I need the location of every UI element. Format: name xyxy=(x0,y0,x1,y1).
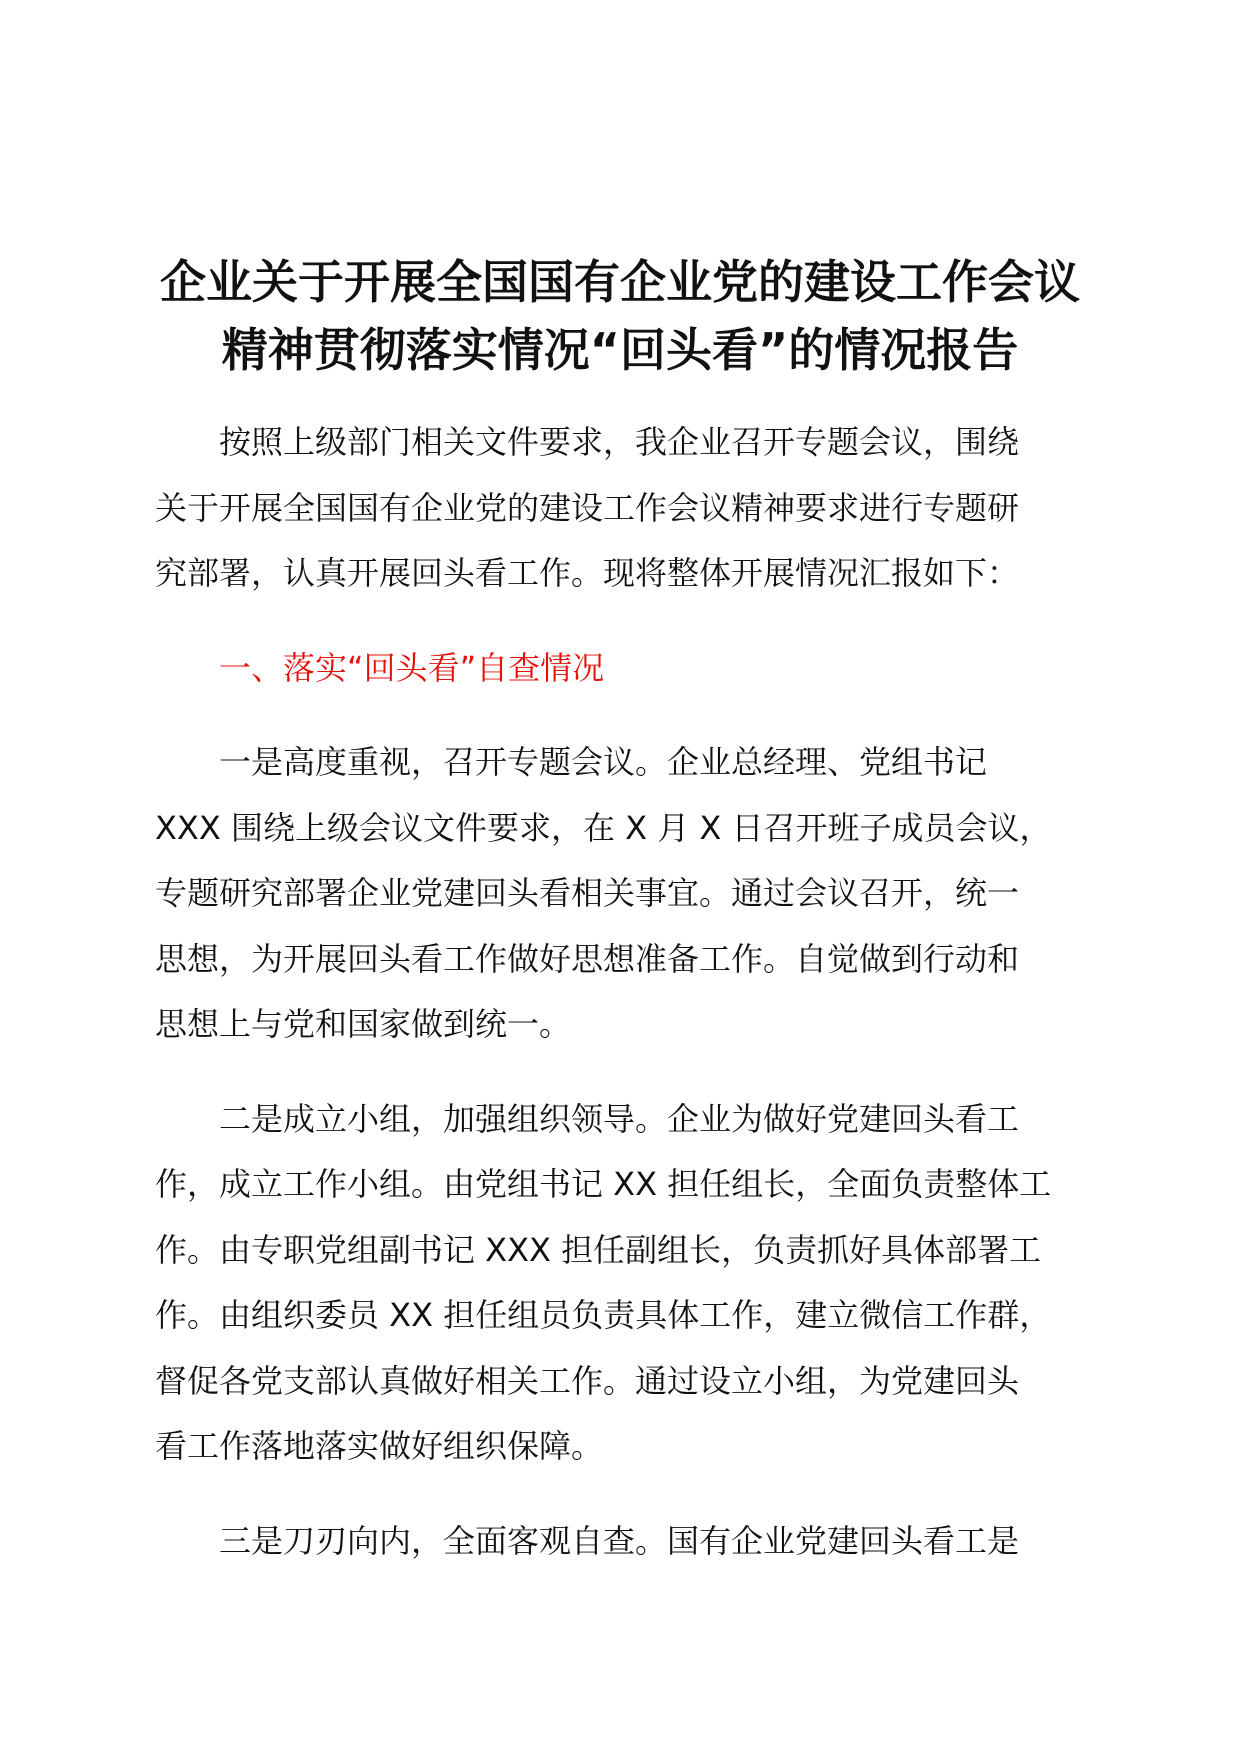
text-line: 按照上级部门相关文件要求，我企业召开专题会议，围绕 xyxy=(219,423,1020,461)
text-line: 一是高度重视，召开专题会议。企业总经理、党组书记 xyxy=(219,743,988,781)
text-line: 二是成立小组，加强组织领导。企业为做好党建回头看工 xyxy=(219,1099,1020,1138)
document-body xyxy=(155,410,1090,1603)
text-line: 作，成立工作小组。由党组书记 XX 担任组长，全面负责整体工 xyxy=(155,1165,1052,1203)
section-heading-text: 一、落实“回头看”自查情况 xyxy=(219,648,605,687)
text-line: 究部署，认真开展回头看工作。现将整体开展情况汇报如下： xyxy=(155,554,1020,592)
text-line: 思想上与党和国家做到统一。 xyxy=(155,1005,572,1043)
text-line: 三是刀刃向内，全面客观自查。国有企业党建回头看工是 xyxy=(219,1521,1020,1560)
text-line: 思想，为开展回头看工作做好思想准备工作。自觉做到行动和 xyxy=(155,939,1020,978)
paragraph-item-2 xyxy=(155,1087,1090,1480)
section-heading-1 xyxy=(155,636,1090,702)
text-line: 关于开展全国国有企业党的建设工作会议精神要求进行专题研 xyxy=(155,488,1020,527)
title-line-2: 精神贯彻落实情况“回头看”的情况报告 xyxy=(221,323,1019,377)
paragraph-item-1 xyxy=(155,730,1090,1058)
text-line: 专题研究部署企业党建回头看相关事宜。通过会议召开，统一 xyxy=(155,874,1020,912)
text-line: 看工作落地落实做好组织保障。 xyxy=(155,1427,604,1465)
intro-paragraph xyxy=(155,410,1090,607)
text-line: 督促各党支部认真做好相关工作。通过设立小组，为党建回头 xyxy=(155,1361,1020,1400)
text-line: 作。由专职党组副书记 XXX 担任副组长，负责抓好具体部署工 xyxy=(155,1230,1042,1269)
document-title xyxy=(150,248,1090,384)
text-line: 作。由组织委员 XX 担任组员负责具体工作，建立微信工作群， xyxy=(155,1296,1052,1334)
title-line-1: 企业关于开展全国国有企业党的建设工作会议 xyxy=(160,255,1080,309)
paragraph-item-3 xyxy=(155,1509,1090,1575)
text-line: XXX 围绕上级会议文件要求，在 X 月 X 日召开班子成员会议， xyxy=(155,808,1052,847)
